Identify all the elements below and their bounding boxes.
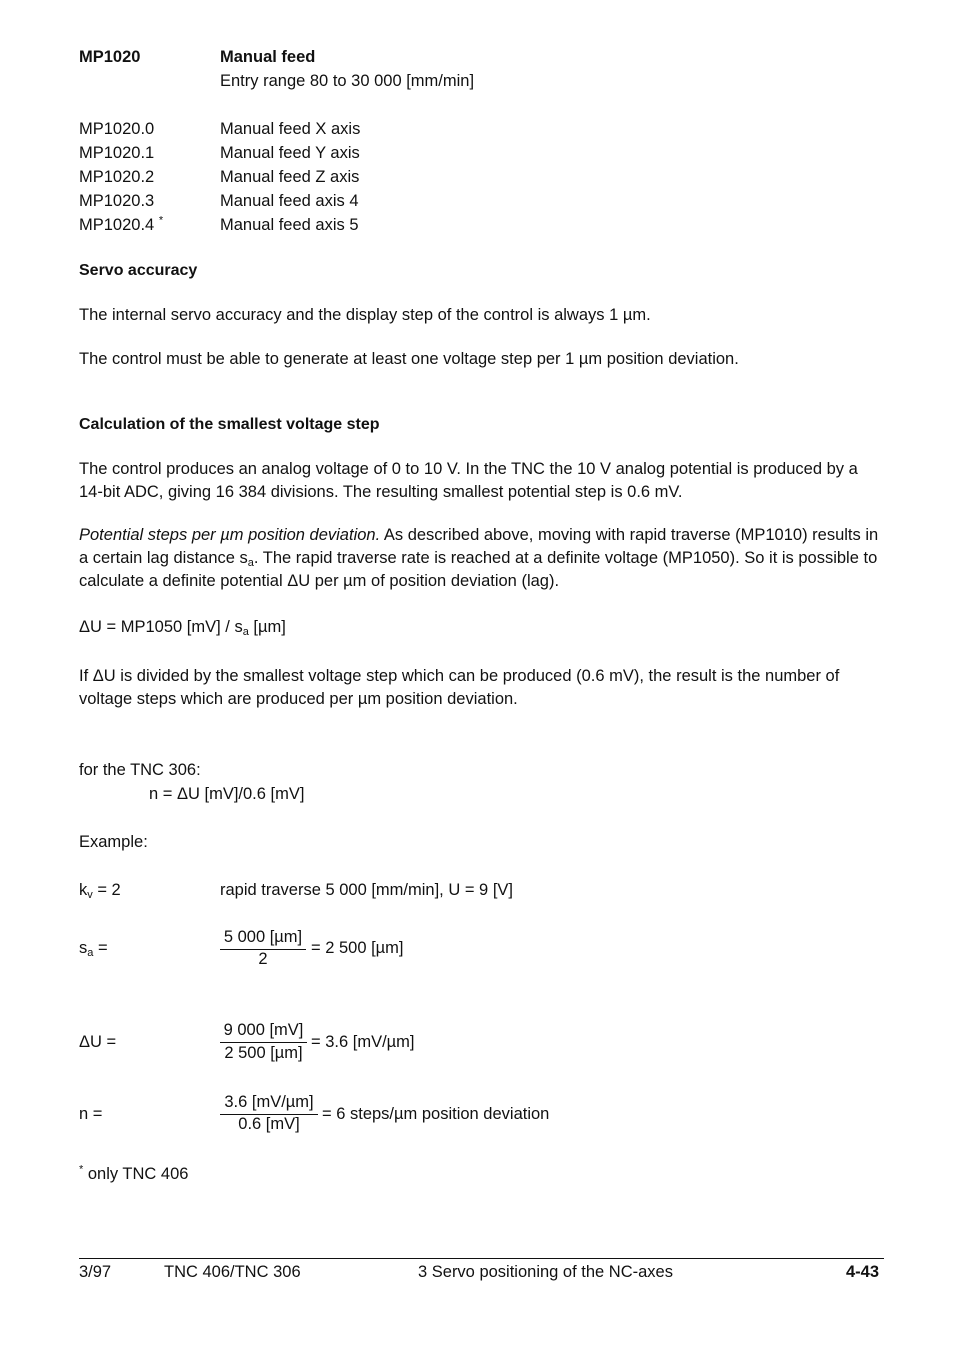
- section-heading-calculation: Calculation of the smallest voltage step: [79, 416, 380, 433]
- sa-fraction: [220, 928, 306, 972]
- footnote-marker: *: [158, 214, 164, 227]
- delta-u-fraction: [220, 1021, 307, 1065]
- n-numerator: 3.6 [mV/µm]: [224, 1093, 314, 1111]
- calc-paragraph-3: If ΔU is divided by the smallest voltage step which can be produced (0.6 mV), the result is the number of voltage steps which are produced per µm position deviation.: [79, 667, 840, 708]
- parameter-row-desc: Manual feed axis 4: [220, 192, 359, 210]
- footer-rule: [79, 1258, 884, 1259]
- footer-date: 3/97: [79, 1263, 112, 1281]
- servo-paragraph-2: The control must be able to generate at least one voltage step per 1 µm position deviation.: [79, 350, 739, 368]
- parameter-code: MP1020: [79, 48, 141, 66]
- fraction-bar: [220, 1042, 307, 1043]
- parameter-row-desc: Manual feed X axis: [220, 120, 361, 138]
- parameter-row-desc: Manual feed Y axis: [220, 144, 360, 162]
- section-heading-servo-accuracy: Servo accuracy: [79, 262, 198, 279]
- parameter-row-code: MP1020.0: [79, 120, 155, 138]
- servo-paragraph-1: The internal servo accuracy and the display step of the control is always 1 µm.: [79, 306, 651, 324]
- calc-paragraph-2: Potential steps per µm position deviation. As described above, moving with rapid traverse (MP1010) results in a certain lag distance $s_a$. The rapid traverse rate is reached at a definite voltage (MP1050). So it is possible to calculate a definite potential ΔU per µm of position deviation (lag).: [79, 526, 879, 590]
- delta-u-denominator: 2 500 [µm]: [224, 1044, 303, 1062]
- kv-label: $k_v = 2$: [79, 881, 121, 901]
- kv-text: rapid traverse 5 000 [mm/min], U = 9 [V]: [220, 881, 513, 899]
- page-number: 4-43: [845, 1263, 879, 1281]
- parameter-row-code: MP1020.1: [79, 144, 155, 162]
- sa-numerator: 5 000 [µm]: [223, 928, 303, 946]
- sa-result: = 2 500 [µm]: [311, 939, 404, 957]
- example-label: Example:: [79, 833, 148, 851]
- parameter-row-desc: Manual feed Z axis: [220, 168, 360, 186]
- parameter-row-code: MP1020.2: [79, 168, 155, 186]
- delta-u-label: ΔU =: [79, 1033, 117, 1051]
- parameter-title: Manual feed: [220, 48, 316, 66]
- n-result: = 6 steps/µm position deviation: [322, 1105, 550, 1123]
- parameter-row-code: MP1020.4 *: [79, 214, 164, 234]
- n-denominator: 0.6 [mV]: [238, 1115, 300, 1133]
- delta-u-numerator: 9 000 [mV]: [223, 1021, 304, 1039]
- parameter-row-desc: Manual feed axis 5: [220, 216, 359, 234]
- tnc306-label: for the TNC 306:: [79, 761, 201, 779]
- formula-delta-u: ΔU = MP1050 $[mV] / s_a$ [µm]: [79, 618, 286, 638]
- n-fraction: [220, 1093, 318, 1137]
- sa-denominator: 2: [258, 950, 268, 968]
- delta-u-result: = 3.6 [mV/µm]: [311, 1033, 415, 1051]
- footnote-marker: *: [79, 1163, 84, 1176]
- footer-chapter: 3 Servo positioning of the NC-axes: [418, 1263, 673, 1281]
- entry-range: Entry range 80 to 30 000 [mm/min]: [220, 72, 475, 90]
- sa-label: $s_a$ =: [79, 939, 108, 959]
- calc-paragraph-1: The control produces an analog voltage of 0 to 10 V. In the TNC the 10 V analog potential is produced by a 14-bit ADC, giving 16 384 divisions. The resulting smallest potential step is 0.6 mV.: [79, 460, 858, 501]
- footer-product: TNC 406/TNC 306: [164, 1263, 301, 1281]
- footnote: * only TNC 406: [79, 1163, 189, 1183]
- n-label: n =: [79, 1105, 103, 1123]
- parameter-row-code: MP1020.3: [79, 192, 155, 210]
- formula-n: n = ΔU [mV]/0.6 [mV]: [149, 785, 305, 803]
